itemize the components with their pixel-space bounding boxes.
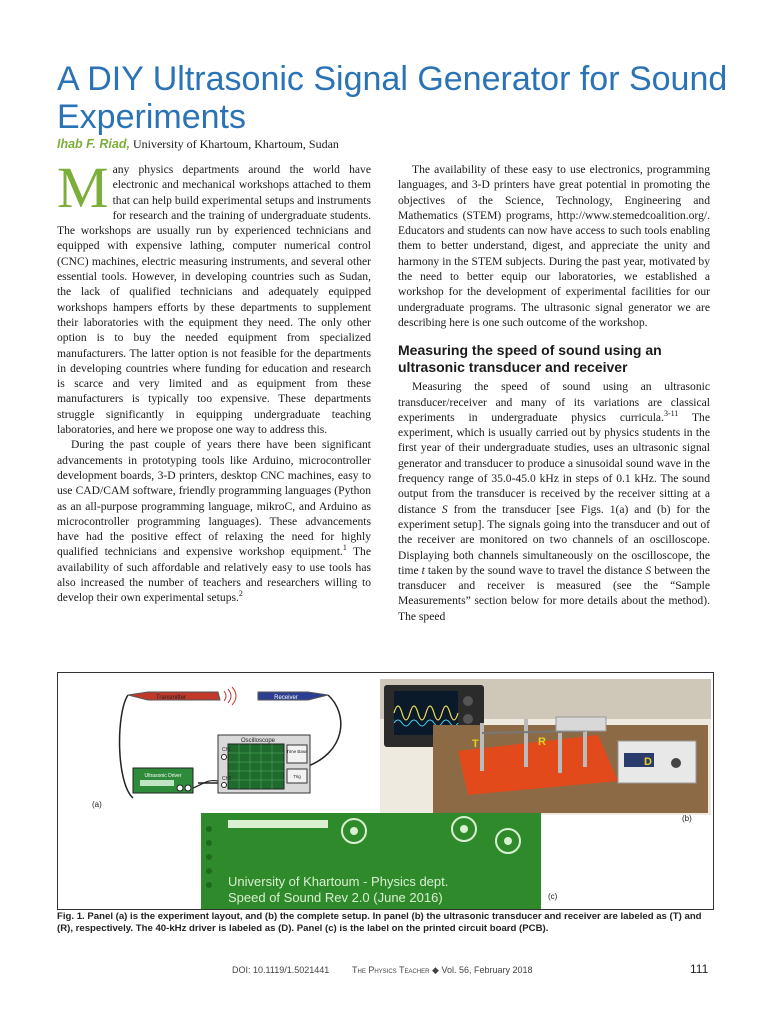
body-column-right	[398, 162, 710, 624]
panel-b-label: (b)	[682, 814, 692, 823]
label-r: R	[538, 736, 546, 748]
oscilloscope-diagram	[218, 735, 310, 793]
label-t: T	[472, 738, 479, 750]
panel-b-photo	[380, 679, 711, 823]
panel-a-schematic	[92, 687, 341, 809]
transmitter-label: Transmitter	[155, 695, 187, 701]
section-heading: Measuring the speed of sound using an ultrasonic transducer and receiver	[398, 342, 662, 376]
panel-c-pcb	[201, 813, 558, 909]
paragraph: any physics departments around the world have electronic and mechanical workshops attached to them that can help build experimental setups and instruments for research and the training of undergraduate students. The workshops are usually run by experienced technicians and equipped with expensive lathing, computer numerical control (CNC) machines, electric measuring instruments, and several other essential tools. However, in developing countries such as Sudan, the lack of qualified technicians and adequately equipped workshops hampers efforts by these departments to supplement their laboratories with the equipment they need. The only other option is to buy the needed equipment from specialized manufacturers. The latter option is not feasible for the departments in developing countries where funding for education and research is scarce and very limited and as equipment from these manufacturers is typically too expensive. These departments struggle significantly in equipping undergraduate teaching laboratories, and here we propose one way to address this.	[57, 163, 371, 437]
article-title: A DIY Ultrasonic Signal Generator for Sound Experiments	[57, 60, 728, 136]
figure-1-graphic	[58, 673, 713, 909]
diamond-icon: ◆	[432, 965, 439, 975]
driver-label: Ultrasonic Driver	[144, 773, 182, 779]
receiver-label: Receiver	[274, 695, 298, 701]
pcb-label-line-2: Speed of Sound Rev 2.0 (June 2016)	[228, 890, 443, 905]
figure-caption: Fig. 1. Panel (a) is the experiment layout, and (b) the complete setup. In panel (b) the ultrasonic transducer and receiver are labeled as (T) and (R), respectively. The 40-kHz driver is labeled as (D). Panel (c) is the label on the printed circuit board (PCB).	[57, 911, 702, 934]
pcb-label-line-1: University of Khartoum - Physics dept.	[228, 874, 449, 889]
time-base-label: Time Base	[286, 749, 308, 754]
journal-info: The Physics Teacher ◆ Vol. 56, February 2018	[352, 965, 533, 975]
paragraph: The availability of these easy to use electronics, programming languages, and 3-D printers have great potential in promoting the objectives of the Science, Technology, Engineering and Mathematics (STEM) programs, http://www.stemedcoalition.org/. Educators and students can now have access to such tools enabling them to better understand, digest, and appreciate the unity and harmony in the STEM subjects. During the past year, motivated by the need to better equip our laboratories, we established a workshop for the development of experimental facilities for our undergraduate programs. The ultrasonic signal generator we are describing here is one such outcome of the workshop.	[398, 163, 710, 329]
byline	[57, 137, 339, 152]
paragraph: Measuring the speed of sound using an ultrasonic transducer/receiver and many of its variations are classical experiments in undergraduate physics curricula.$^{3-11}$ The experiment, which is usually carried out by physics students in the first year of their undergraduate studies, uses an ultrasonic signal generator and transducer to produce a sinusoidal sound wave in the frequency range of 35.0-45.0 kHz in steps of 0.1 kHz. The sound output from the transducer is received by the receiver sitting at a distance S from the transducer [see Figs. 1(a) and (b) for the experiment setup]. The signals going into the transducer and out of the receiver are monitored on two channels of an oscilloscope. Displaying both channels simultaneously on the oscilloscope, the time t taken by the sound wave to travel the distance S between the transducer and receiver is measured (see the “Sample Measurements” section below for more details about the method). The speed	[398, 380, 711, 623]
reference-mark[interactable]: 3-11	[663, 409, 679, 418]
ch2-label: Ch2	[222, 776, 232, 782]
reference-mark[interactable]: 2	[238, 589, 243, 599]
panel-a-label: (a)	[92, 800, 102, 809]
page-number: 111	[690, 962, 709, 976]
author-name: Ihab F. Riad,	[57, 137, 130, 151]
oscilloscope-label: Oscilloscope	[240, 738, 276, 744]
label-d: D	[644, 756, 652, 768]
panel-c-label: (c)	[548, 892, 558, 901]
paragraph: During the past couple of years there have been significant advancements in prototyping tools like Arduino, microcontroller development boards, 3-D printers, desktop CNC machines, easy to use CAD/CAM software, friendly programming languages (Python as an all-purpose programming language, mikroC, and Arduino as microcontroller programming languages). These advancements have had the positive effect of relaxing the need for highly qualified technicians and expensive workshop equipment.$^1$ The availability of such affordable and relatively easy to use tools has also increased the number of teachers and researchers willing to develop their own experimental setups.$^2$	[57, 438, 372, 605]
figure-1	[57, 672, 714, 910]
ch1-label: Ch1	[222, 747, 232, 753]
reference-mark[interactable]: 1	[342, 543, 347, 553]
doi[interactable]: DOI: 10.1119/1.5021441	[232, 965, 330, 975]
body-column-left	[57, 155, 372, 606]
author-affiliation: University of Khartoum, Khartoum, Sudan	[132, 137, 339, 151]
transmitter-probe	[128, 687, 236, 705]
ultrasonic-driver-diagram	[133, 768, 193, 793]
receiver-probe	[258, 692, 328, 701]
drop-cap: M	[57, 155, 109, 220]
trig-label: Trig	[293, 774, 301, 779]
